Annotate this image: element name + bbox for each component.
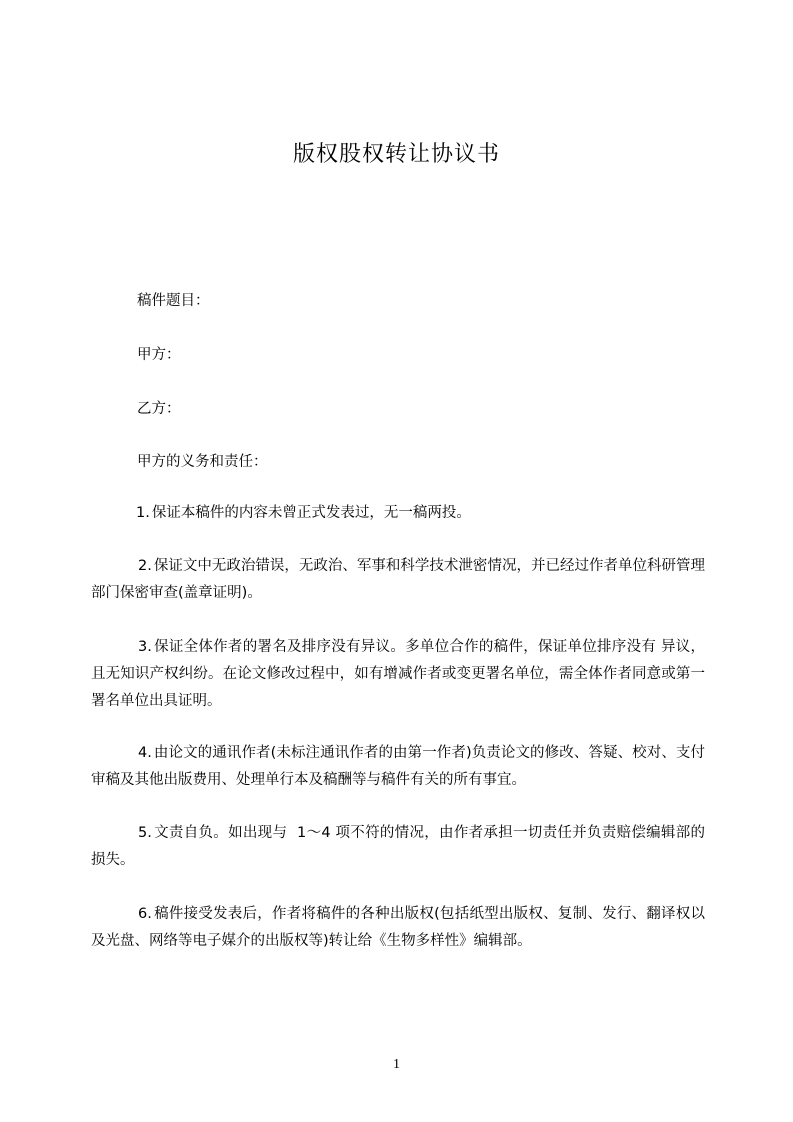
manuscript-title-label: 稿件题目： bbox=[137, 293, 210, 309]
clause-text: 稿件接受发表后，作者将稿件的各种出版权(包括纸型出版权、复制、发行、翻译权以及光盘、网络等电子媒介的出版权等)转让给《生物多样性》编辑部。 bbox=[91, 906, 705, 949]
clause-number: 3. bbox=[138, 639, 152, 655]
clause-number: 2. bbox=[138, 558, 152, 574]
clause-4 bbox=[91, 740, 705, 794]
clause-text: 保证本稿件的内容未曾正式发表过，无一稿两投。 bbox=[151, 505, 471, 521]
page-number: 1 bbox=[393, 1057, 400, 1072]
clause-1 bbox=[91, 500, 705, 527]
clause-text: 由论文的通讯作者(未标注通讯作者的由第一作者)负责论文的修改、答疑、校对、支付审稿及其他出版费用、处理单行本及稿酬等与稿件有关的所有事宜。 bbox=[91, 745, 705, 788]
clause-text: 保证全体作者的署名及排序没有异议。多单位合作的稿件，保证单位排序没有 异议，且无知识产权纠纷。在论文修改过程中，如有增减作者或变更署名单位，需全体作者同意或第一署名单位出具证明。 bbox=[91, 639, 705, 709]
clause-3 bbox=[91, 634, 705, 715]
clause-number: 1. bbox=[136, 505, 150, 521]
clause-text: 保证文中无政治错误，无政治、军事和科学技术泄密情况，并已经过作者单位科研管理部门保密审查(盖章证明)。 bbox=[91, 558, 705, 601]
clause-6 bbox=[91, 901, 705, 955]
clause-number: 4. bbox=[138, 745, 152, 761]
clause-number: 6. bbox=[138, 906, 152, 922]
clause-5 bbox=[91, 820, 705, 874]
party-a-duties-heading: 甲方的义务和责任： bbox=[137, 454, 268, 470]
clause-text: 文责自负。如出现与 1～4 项不符的情况，由作者承担一切责任并负责赔偿编辑部的损失。 bbox=[91, 825, 705, 868]
clause-number: 5. bbox=[138, 825, 152, 841]
clause-2 bbox=[91, 553, 705, 607]
party-b-label: 乙方： bbox=[137, 401, 181, 417]
party-a-label: 甲方： bbox=[137, 347, 181, 363]
document-title: 版权股权转让协议书 bbox=[292, 142, 500, 167]
